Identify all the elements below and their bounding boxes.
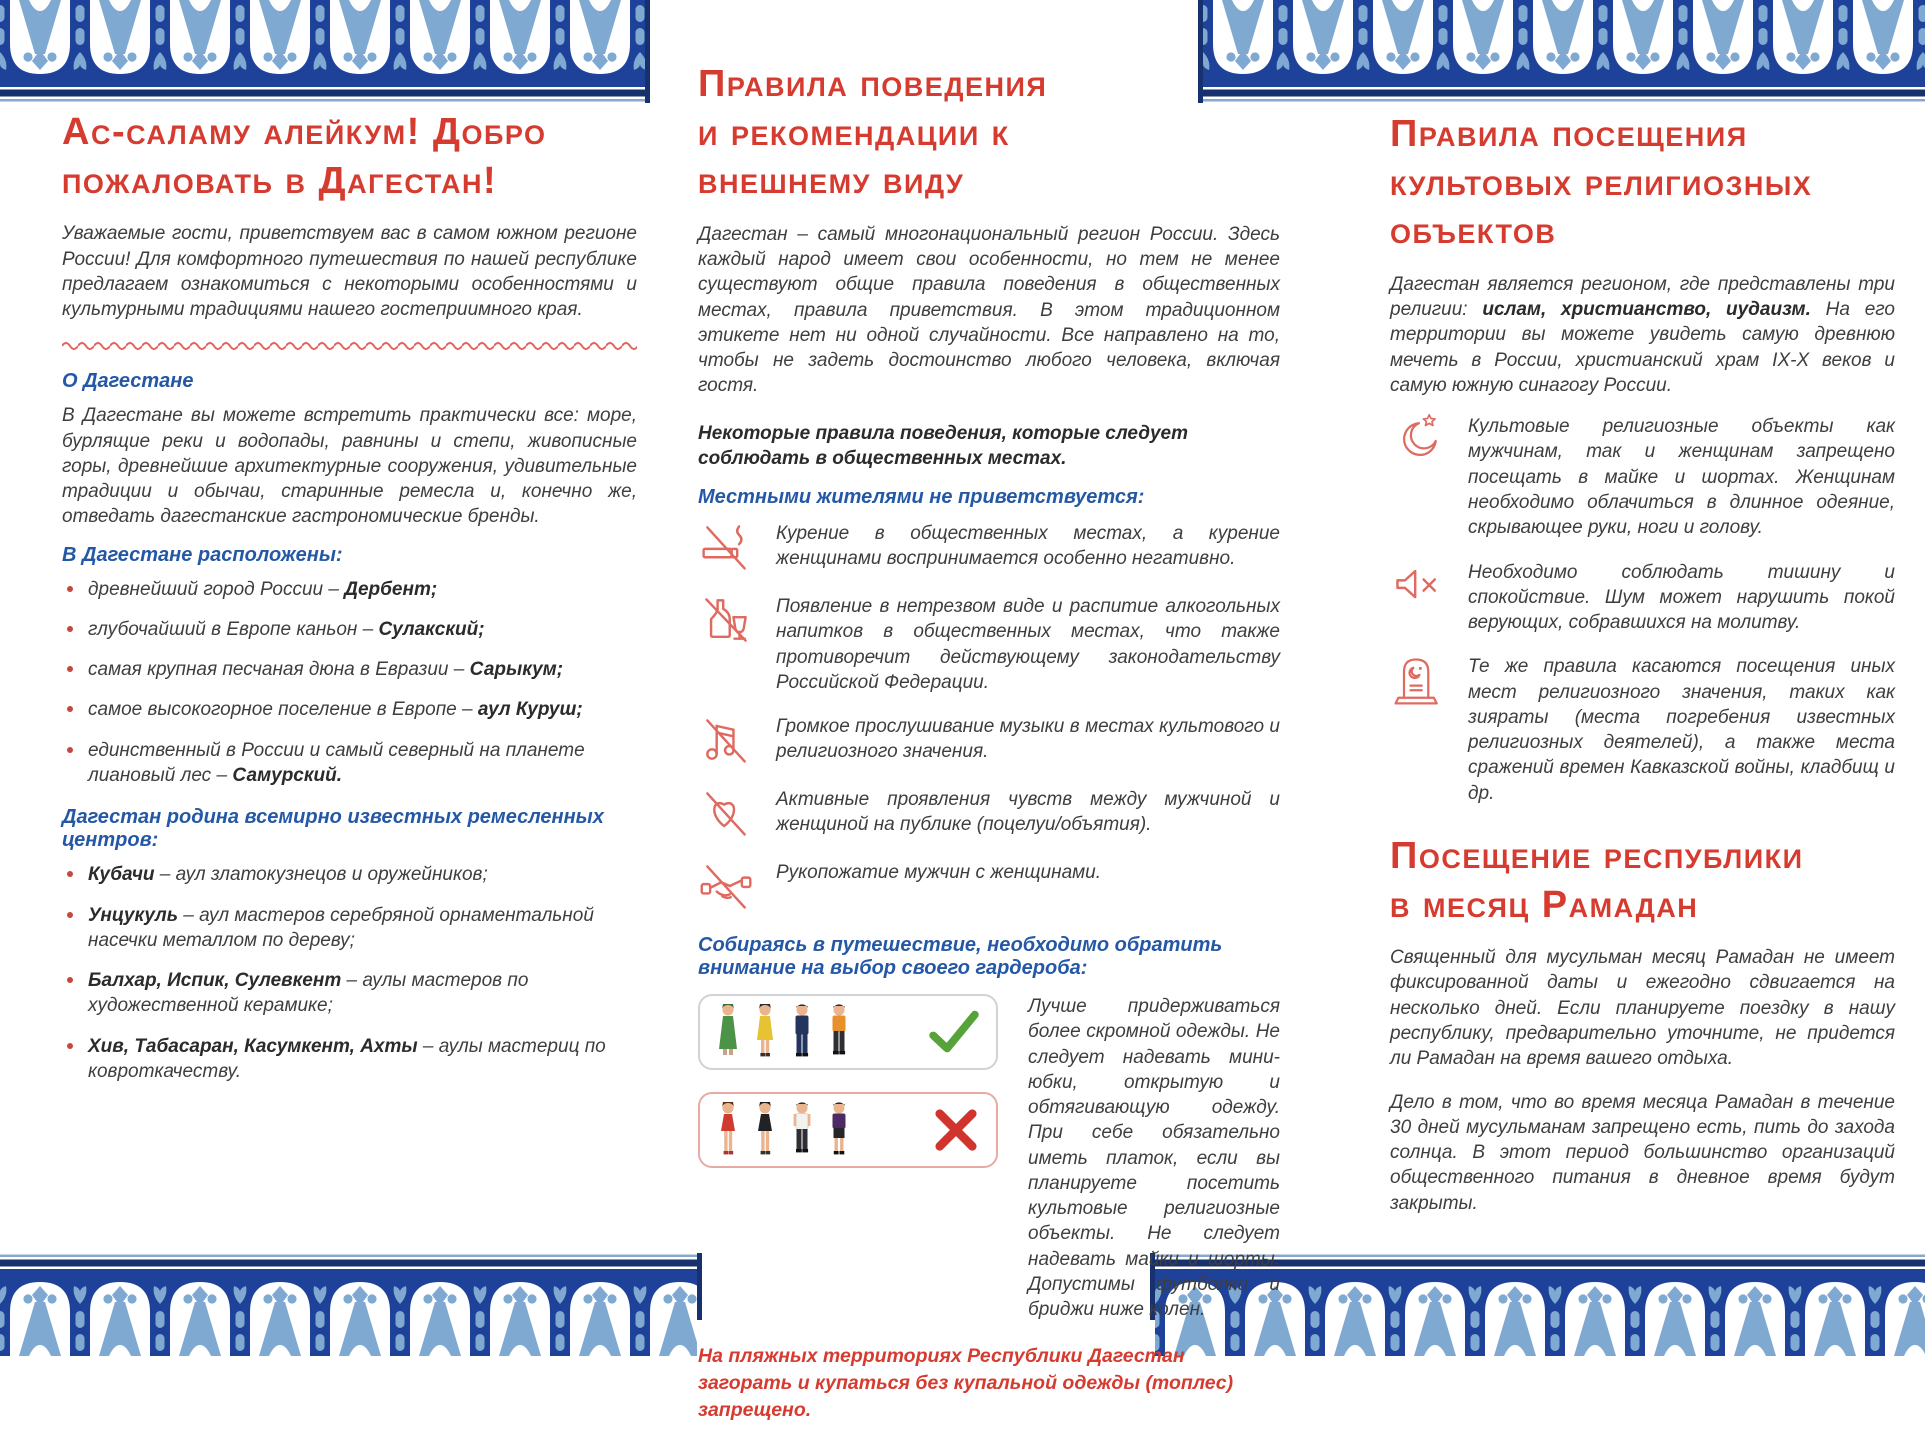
wardrobe-section [698, 994, 1280, 1322]
allowed-outfits-box [698, 994, 998, 1070]
ramadan-paragraph-1: Священный для мусульман месяц Рамадан не имеет фиксированной даты и ежегодно сдвигается на несколько дней. Если планируете поездку в нашу республику, предварительно уточните, не придется ли Рамадан на время вашего отдыха. [1390, 947, 1895, 1070]
man-orange-shirt [825, 1002, 853, 1062]
no-smoking-icon [698, 519, 754, 575]
rule-item: Активные проявления чувств между мужчиной и женщиной на публике (поцелуи/объятия). [698, 785, 1280, 841]
woman-yellow-dress [751, 1002, 779, 1062]
list-item: Балхар, Испик, Сулевкент – аулы мастеров по художественной керамике; [62, 968, 637, 1019]
rule-item: Рукопожатие мужчин с женщинами. [698, 858, 1280, 914]
ornament-band-top-right [1198, 0, 1925, 103]
forbidden-outfits-box [698, 1092, 998, 1168]
bullet-dot-icon [67, 586, 73, 592]
list-item: Унцукуль – аул мастеров серебряной орнаментальной насечки металлом по дереву; [62, 903, 637, 954]
welcome-intro: Уважаемые гости, приветствуем вас в самом южном регионе России! Для комфортного путешествия по нашей республике предлагаем ознакомиться с некоторыми особенностями и культурными традициями нашего гостеприимного края. [62, 223, 637, 321]
rule-item: Курение в общественных местах, а курение женщинами воспринимается особенно негативно. [698, 519, 1280, 575]
man-purple-shirt-shorts [825, 1100, 853, 1160]
woman-long-green-dress [714, 1002, 742, 1062]
rule-item: Культовые религиозные объекты как мужчинам, так и женщинам запрещено посещать в майке и шортах. Женщинам необходимо облачиться в длинное одеяние, скрывающее руки, ноги и голову. [1390, 412, 1895, 540]
not-welcome-heading: Местными жителями не приветствуется: [698, 486, 1145, 509]
list-item: древнейший город России – Дербент; [62, 577, 637, 602]
rule-item: Громкое прослушивание музыки в местах культового и религиозного значения. [698, 712, 1280, 768]
bullet-dot-icon [67, 977, 73, 983]
ramadan-title: Посещение республики в месяц Рамадан [1390, 834, 1804, 926]
bullet-dot-icon [67, 1043, 73, 1049]
panel-welcome [62, 108, 637, 1099]
no-noise-icon [1390, 558, 1446, 614]
forbidden-x-icon [932, 1106, 980, 1154]
religions-paragraph: Дагестан является регионом, где представлены три религии: ислам, христианство, иудаизм. На его территории вы можете увидеть самую древнюю мечеть в России, христианский храм IX-X веков и самую южную синагогу России. [1390, 273, 1896, 396]
bullet-dot-icon [67, 747, 73, 753]
panel-religious-rules [1390, 110, 1895, 1230]
behaviour-title: Правила поведения и рекомендации к внешнему виду [698, 63, 1048, 203]
bullet-dot-icon [67, 626, 73, 632]
rule-item: Те же правила касаются посещения иных мест религиозного значения, таких как зияраты (места погребения известных религиозных деятелей), а также места сражений времен Кавказской войны, кладбищ и др. [1390, 652, 1895, 806]
rule-item: Появление в нетрезвом виде и распитие алкогольных напитков в общественных местах, что также противоречит действующему законодательству Российской Федерации. [698, 592, 1280, 695]
ramadan-paragraph-2: Дело в том, что во время месяца Рамадан в течение 30 дней мусульманам запрещено есть, пить до захода солнца. В этот период большинство организаций общественного питания в дневное время будут закрыты. [1390, 1091, 1895, 1214]
wardrobe-text: Лучше придерживаться более скромной одежды. Не следует надевать мини-юбки, открытую и обтягивающую одежду. При себе обязательно иметь платок, если вы планируете посетить культовые религиозные объекты. Не следует надевать майки и шорты. Допустимы футболки и бриджи ниже колен. [1028, 996, 1280, 1321]
about-text: В Дагестане вы можете встретить практически все: море, бурлящие реки и водопады, равнины и степи, живописные горы, древнейшие архитектурные сооружения, удивительные традиции и обычаи, старинные ремесла и, конечно же, отведать дагестанские гастрономические бренды. [62, 405, 637, 528]
list-item: глубочайший в Европе каньон – Сулакский; [62, 617, 637, 642]
panel-behaviour-rules [698, 60, 1280, 1444]
religious-title: Правила посещения культовых религиозных объектов [1390, 113, 1813, 253]
bullet-dot-icon [67, 912, 73, 918]
gravestone-icon [1390, 652, 1446, 708]
about-heading: О Дагестане [62, 370, 194, 393]
rule-item: Необходимо соблюдать тишину и спокойствие. Шум может нарушить покой верующих, собравшихся на молитву. [1390, 558, 1895, 636]
bullet-dot-icon [67, 706, 73, 712]
bullet-dot-icon [67, 871, 73, 877]
bullet-dot-icon [67, 666, 73, 672]
man-navy-suit [788, 1002, 816, 1062]
beach-warning: На пляжных территориях Республики Дагестан загорать и купаться без купальной одежды (топлес) запрещено. [698, 1344, 1234, 1422]
crescent-star-icon [1390, 412, 1446, 468]
list-item: Кубачи – аул златокузнецов и оружейников; [62, 862, 637, 887]
rules-note: Некоторые правила поведения, которые следует соблюдать в общественных местах. [698, 422, 1189, 470]
man-white-tank-top [788, 1100, 816, 1160]
list-item: Хив, Табасаран, Касумкент, Ахты – аулы мастериц по ковроткачеству. [62, 1034, 637, 1085]
wardrobe-heading: Собираясь в путешествие, необходимо обратить внимание на выбор своего гардероба: [698, 934, 1223, 980]
no-music-icon [698, 712, 754, 768]
located-heading: В Дагестане расположены: [62, 543, 343, 566]
list-item: единственный в России и самый северный на планете лиановый лес – Самурский. [62, 738, 637, 789]
woman-red-mini-dress [714, 1100, 742, 1160]
list-item: самая крупная песчаная дюна в Евразии – Сарыкум; [62, 657, 637, 682]
behaviour-intro: Дагестан – самый многонациональный регион России. Здесь каждый народ имеет свои особенности, но тем не менее существуют общие правила поведения в общественных местах, правила приветствия. В этом традиционном этикете нет ни одной случайности. Все направлено на то, чтобы не задеть достоинство любого человека, включая гостя. [698, 223, 1280, 397]
ornament-band-bottom-left [0, 1253, 702, 1320]
no-handshake-icon [698, 858, 754, 914]
crafts-heading: Дагестан родина всемирно известных ремесленных центров: [62, 806, 604, 852]
woman-black-mini-dress [751, 1100, 779, 1160]
allowed-check-icon [928, 1008, 980, 1056]
no-affection-icon [698, 785, 754, 841]
ornament-band-top-left [0, 0, 650, 103]
welcome-title: Ас-саламу алейкум! Добро пожаловать в Дагестан! [62, 111, 547, 202]
wavy-divider [62, 338, 637, 356]
no-alcohol-icon [698, 592, 754, 648]
list-item: самое высокогорное поселение в Европе – аул Куруш; [62, 697, 637, 722]
